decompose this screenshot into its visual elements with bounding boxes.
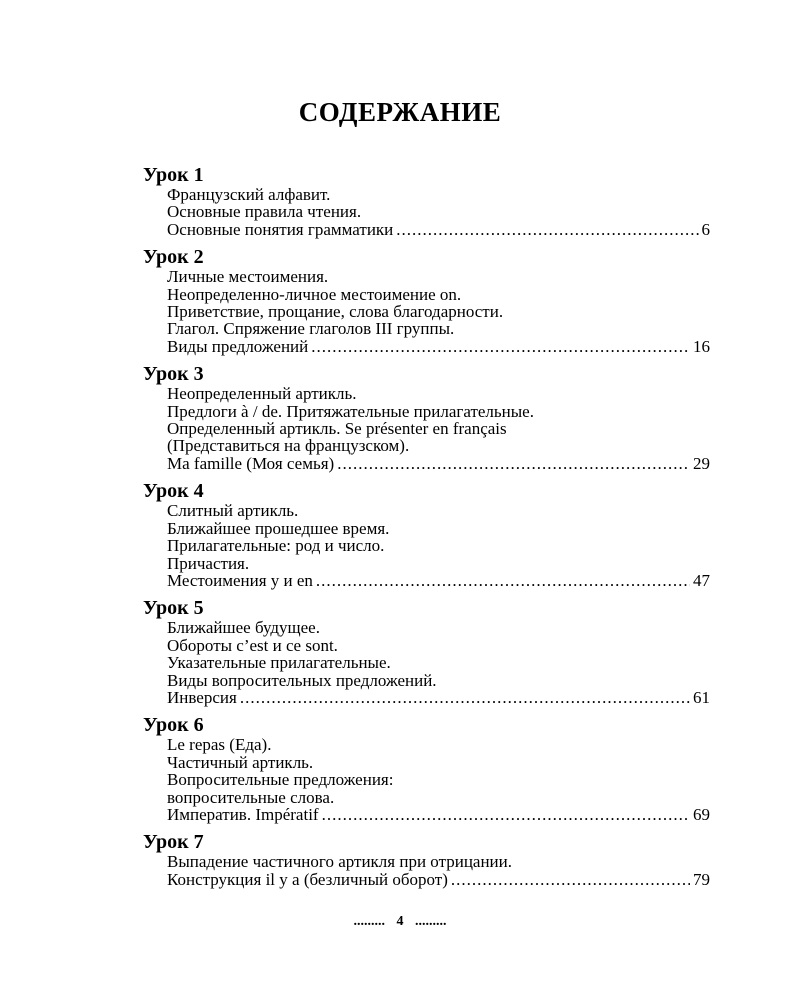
toc-entry: (Представиться на французском).	[167, 436, 410, 456]
toc-entry-with-page	[167, 689, 710, 706]
lesson-heading: Урок 6	[143, 714, 204, 737]
toc-entry: Неопределенный артикль.	[167, 384, 357, 404]
lesson-items	[143, 186, 710, 238]
lesson-items	[143, 502, 710, 589]
toc-entry-text: Ma famille (Моя семья)	[167, 453, 335, 473]
footer-page-number: 4	[396, 914, 404, 929]
toc-entry: Предлоги à / de. Притяжательные прилагательные.	[167, 401, 534, 421]
lesson-items	[143, 385, 710, 472]
toc-entry: Приветствие, прощание, слова благодарности.	[167, 302, 504, 322]
toc-entry: Ближайшее прошедшее время.	[167, 518, 390, 538]
dot-leader	[240, 689, 690, 706]
page-number: 61	[693, 687, 710, 707]
lesson-items	[143, 736, 710, 823]
lesson-heading: Урок 7	[143, 831, 204, 854]
toc-entry: Выпадение частичного артикля при отрицании.	[167, 852, 513, 872]
lesson-heading: Урок 1	[143, 164, 204, 186]
toc-entry: Обороты c’est и ce sont.	[167, 635, 338, 655]
toc-lesson-4	[143, 481, 710, 589]
toc-entry: Неопределенно-личное местоимение on.	[167, 284, 462, 304]
toc-entry-with-page	[167, 338, 710, 355]
toc-entry: Частичный артикль.	[167, 752, 314, 772]
toc-entry-text: Виды предложений	[167, 336, 309, 356]
toc-entry-with-page	[167, 572, 710, 589]
toc-entry: вопросительные слова.	[167, 787, 335, 807]
dot-leader	[311, 338, 690, 355]
page-number: 69	[693, 804, 710, 824]
dot-leader	[451, 871, 690, 888]
page-footer	[0, 914, 800, 930]
lesson-items	[143, 619, 710, 706]
toc-entry: Указательные прилагательные.	[167, 653, 391, 673]
toc-lesson-1	[143, 165, 710, 238]
toc-entry: Французский алфавит.	[167, 185, 331, 204]
toc-entry: Вопросительные предложения:	[167, 770, 394, 790]
page-number: 16	[693, 336, 710, 356]
page-number: 47	[693, 570, 710, 590]
toc-entry-with-page	[167, 871, 710, 888]
toc-entry-text: Основные понятия грамматики	[167, 219, 394, 239]
dot-leader	[316, 572, 690, 589]
toc-entry: Виды вопросительных предложений.	[167, 670, 437, 690]
toc-lesson-6	[143, 715, 710, 823]
toc-entry-text: Инверсия	[167, 687, 237, 707]
page-number: 6	[701, 219, 710, 239]
toc-lesson-5	[143, 598, 710, 706]
toc-entry: Личные местоимения.	[167, 267, 329, 287]
toc-entry-with-page	[167, 806, 710, 823]
toc-entry-with-page	[167, 221, 710, 238]
toc-entry: Основные правила чтения.	[167, 202, 362, 222]
toc-entry: Прилагательные: род и число.	[167, 536, 385, 556]
toc-entry: Глагол. Спряжение глаголов III группы.	[167, 319, 455, 339]
toc-entry: Причастия.	[167, 553, 250, 573]
dot-leader	[396, 221, 698, 238]
page-number: 29	[693, 453, 710, 473]
dot-leader	[322, 806, 690, 823]
toc-entry: Le repas (Еда).	[167, 735, 272, 755]
page-number: 79	[693, 869, 710, 889]
toc-lesson-3	[143, 364, 710, 472]
footer-dots-left: .........	[353, 914, 385, 929]
lesson-heading: Урок 2	[143, 246, 204, 269]
footer-dots-right: .........	[415, 914, 447, 929]
lesson-heading: Урок 5	[143, 597, 204, 620]
toc-entry-text: Конструкция il y a (безличный оборот)	[167, 869, 448, 889]
lesson-heading: Урок 3	[143, 363, 204, 386]
toc-entry-text: Местоимения y и en	[167, 570, 313, 590]
toc-entry: Ближайшее будущее.	[167, 618, 320, 638]
toc-lesson-7	[143, 832, 710, 888]
toc-entry-with-page	[167, 455, 710, 472]
page-title: СОДЕРЖАНИЕ	[298, 97, 502, 127]
toc-entry: Слитный артикль.	[167, 501, 299, 521]
toc-lesson-2	[143, 247, 710, 355]
lesson-items	[143, 853, 710, 888]
table-of-contents	[143, 165, 710, 897]
toc-entry: Определенный артикль. Se présenter en français	[167, 419, 507, 439]
lesson-items	[143, 268, 710, 355]
dot-leader	[337, 455, 690, 472]
toc-entry-text: Императив. Impératif	[167, 804, 319, 824]
lesson-heading: Урок 4	[143, 480, 204, 503]
